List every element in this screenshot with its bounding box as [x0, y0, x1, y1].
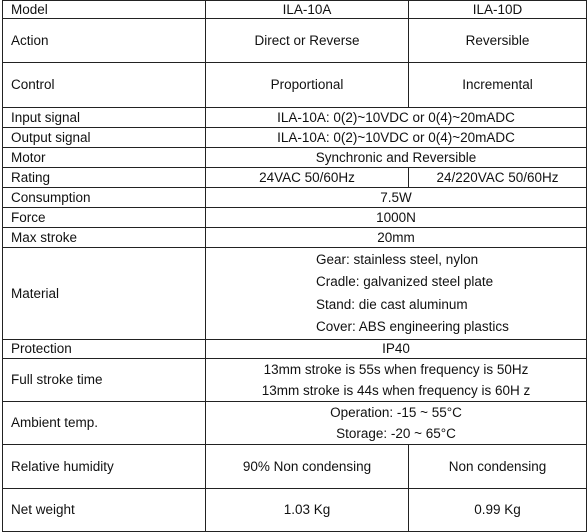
- humidity-ila-10a: 90% Non condensing: [206, 445, 409, 489]
- full-stroke-line-50hz: 13mm stroke is 55s when frequency is 50Hz: [263, 362, 529, 377]
- full-stroke-line-60hz: 13mm stroke is 44s when frequency is 60H z: [261, 383, 531, 398]
- rating-ila-10a: 24VAC 50/60Hz: [206, 168, 409, 188]
- ambient-temp-operation: Operation: -15 ~ 55°C: [330, 405, 462, 420]
- weight-ila-10d: 0.99 Kg: [409, 489, 587, 532]
- protection-value: IP40: [206, 340, 587, 359]
- table-row: [3, 228, 587, 248]
- row-label-max-stroke: Max stroke: [3, 228, 206, 248]
- force-value: 1000N: [206, 208, 587, 228]
- input-signal-value: ILA-10A: 0(2)~10VDC or 0(4)~20mADC: [206, 108, 587, 128]
- row-label-material: Material: [3, 248, 206, 340]
- row-label-model: Model: [3, 1, 206, 19]
- action-ila-10d: Reversible: [409, 19, 587, 63]
- rating-ila-10d: 24/220VAC 50/60Hz: [409, 168, 587, 188]
- material-line-gear: Gear: stainless steel, nylon: [316, 251, 479, 267]
- row-label-protection: Protection: [3, 340, 206, 359]
- table-row: [3, 19, 587, 63]
- table-row: [3, 108, 587, 128]
- row-label-motor: Motor: [3, 148, 206, 168]
- max-stroke-value: 20mm: [206, 228, 587, 248]
- control-ila-10a: Proportional: [206, 63, 409, 108]
- material-value: [206, 248, 587, 340]
- row-label-relative-humidity: Relative humidity: [3, 445, 206, 489]
- weight-ila-10a: 1.03 Kg: [206, 489, 409, 532]
- table-row: [3, 128, 587, 148]
- row-label-ambient-temp: Ambient temp.: [3, 402, 206, 445]
- header-ila-10a: ILA-10A: [206, 1, 409, 19]
- table-row: [3, 188, 587, 208]
- table-row: [3, 168, 587, 188]
- table-row: [3, 489, 587, 532]
- row-label-output-signal: Output signal: [3, 128, 206, 148]
- row-label-net-weight: Net weight: [3, 489, 206, 532]
- row-label-control: Control: [3, 63, 206, 108]
- row-label-action: Action: [3, 19, 206, 63]
- table-row: [3, 359, 587, 402]
- table-row: [3, 340, 587, 359]
- control-ila-10d: Incremental: [409, 63, 587, 108]
- material-line-cradle: Cradle: galvanized steel plate: [316, 274, 494, 289]
- table-row: [3, 148, 587, 168]
- row-label-force: Force: [3, 208, 206, 228]
- motor-value: Synchronic and Reversible: [206, 148, 587, 168]
- table-row: [3, 1, 587, 19]
- row-label-rating: Rating: [3, 168, 206, 188]
- ambient-temp-value: [206, 402, 587, 445]
- table-row: [3, 248, 587, 340]
- material-line-stand: Stand: die cast aluminum: [316, 296, 468, 312]
- row-label-input-signal: Input signal: [3, 108, 206, 128]
- full-stroke-time-value: [206, 359, 587, 402]
- material-line-cover: Cover: ABS engineering plastics: [316, 319, 509, 334]
- ambient-temp-storage: Storage: -20 ~ 65°C: [336, 426, 456, 441]
- row-label-consumption: Consumption: [3, 188, 206, 208]
- consumption-value: 7.5W: [206, 188, 587, 208]
- table-row: [3, 402, 587, 445]
- action-ila-10a: Direct or Reverse: [206, 19, 409, 63]
- row-label-full-stroke-time: Full stroke time: [3, 359, 206, 402]
- header-ila-10d: ILA-10D: [409, 1, 587, 19]
- table-row: [3, 208, 587, 228]
- output-signal-value: ILA-10A: 0(2)~10VDC or 0(4)~20mADC: [206, 128, 587, 148]
- spec-table: [2, 0, 587, 532]
- table-row: [3, 63, 587, 108]
- table-row: [3, 445, 587, 489]
- humidity-ila-10d: Non condensing: [409, 445, 587, 489]
